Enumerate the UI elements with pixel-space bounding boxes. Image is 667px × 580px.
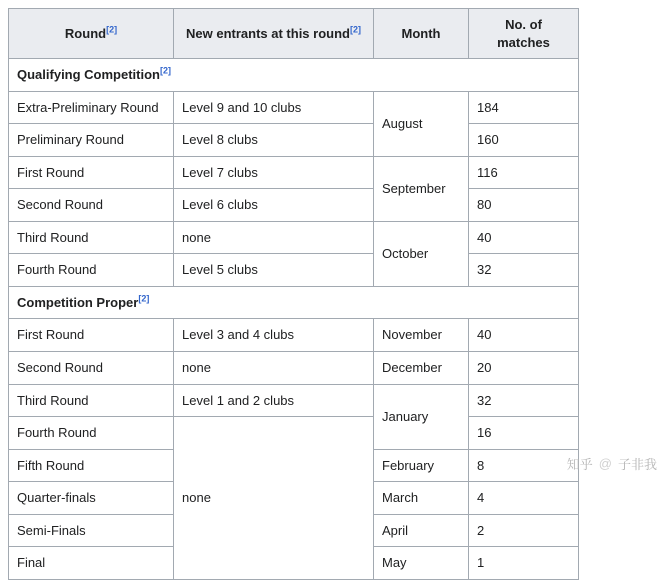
cell-entrants: Level 7 clubs — [174, 156, 374, 189]
column-header-entrants — [174, 9, 374, 59]
cell-entrants: Level 6 clubs — [174, 189, 374, 222]
cell-month: November — [374, 319, 469, 352]
column-header-month — [374, 9, 469, 59]
table-row — [9, 124, 579, 157]
table-row — [9, 221, 579, 254]
table-head — [9, 9, 579, 59]
cell-round: Fourth Round — [9, 417, 174, 450]
cell-month: April — [374, 514, 469, 547]
section-title: Qualifying Competition — [17, 67, 160, 83]
cell-matches: 160 — [469, 124, 579, 157]
table-row — [9, 254, 579, 287]
cell-round: Fifth Round — [9, 449, 174, 482]
cell-entrants: Level 8 clubs — [174, 124, 374, 157]
cell-entrants: Level 3 and 4 clubs — [174, 319, 374, 352]
cell-matches: 116 — [469, 156, 579, 189]
table-row — [9, 417, 579, 450]
table-body — [9, 59, 579, 580]
watermark — [567, 454, 657, 473]
watermark-author: 子非我 — [617, 457, 657, 472]
table-row — [9, 91, 579, 124]
section-header-row — [9, 286, 579, 319]
reference-link[interactable]: [2] — [349, 24, 361, 35]
cell-month: January — [374, 384, 469, 449]
cell-matches: 4 — [469, 482, 579, 515]
cell-round: Third Round — [9, 221, 174, 254]
section-header-proper — [9, 286, 579, 319]
section-header-qualifying — [9, 59, 579, 92]
reference-link[interactable]: [2] — [160, 65, 171, 76]
cell-round: Preliminary Round — [9, 124, 174, 157]
cell-matches: 40 — [469, 221, 579, 254]
cell-entrants: none — [174, 417, 374, 580]
cell-round: Second Round — [9, 189, 174, 222]
cell-round: Second Round — [9, 352, 174, 385]
cell-month: August — [374, 91, 469, 156]
table-row — [9, 189, 579, 222]
table-row — [9, 156, 579, 189]
cell-month: October — [374, 221, 469, 286]
table-row — [9, 319, 579, 352]
section-header-row — [9, 59, 579, 92]
cell-matches: 32 — [469, 384, 579, 417]
cell-matches: 184 — [469, 91, 579, 124]
cell-round: Final — [9, 547, 174, 580]
cell-matches: 20 — [469, 352, 579, 385]
cell-matches: 16 — [469, 417, 579, 450]
cell-entrants: Level 5 clubs — [174, 254, 374, 287]
reference-link[interactable]: [2] — [106, 24, 118, 35]
cell-matches: 1 — [469, 547, 579, 580]
cell-round: Third Round — [9, 384, 174, 417]
cell-month: February — [374, 449, 469, 482]
cell-entrants: none — [174, 221, 374, 254]
cell-matches: 80 — [469, 189, 579, 222]
cell-round: First Round — [9, 319, 174, 352]
column-header-round — [9, 9, 174, 59]
cell-round: Quarter-finals — [9, 482, 174, 515]
cell-round: First Round — [9, 156, 174, 189]
table-header-row — [9, 9, 579, 59]
fa-cup-rounds-table — [8, 8, 579, 580]
table-row — [9, 384, 579, 417]
cell-round: Fourth Round — [9, 254, 174, 287]
cell-month: September — [374, 156, 469, 221]
reference-link[interactable]: [2] — [138, 293, 150, 304]
watermark-site: 知乎 — [566, 457, 593, 472]
cell-entrants: none — [174, 352, 374, 385]
column-header-matches — [469, 9, 579, 59]
cell-round: Semi-Finals — [9, 514, 174, 547]
column-header-matches-label: No. of matches — [497, 17, 550, 50]
column-header-entrants-label: New entrants at this round — [186, 25, 350, 41]
cell-entrants: Level 9 and 10 clubs — [174, 91, 374, 124]
cell-month: May — [374, 547, 469, 580]
cell-matches: 40 — [469, 319, 579, 352]
cell-round: Extra-Preliminary Round — [9, 91, 174, 124]
cell-matches: 32 — [469, 254, 579, 287]
section-title: Competition Proper — [17, 294, 139, 310]
table-row — [9, 352, 579, 385]
watermark-separator: @ — [598, 456, 612, 471]
column-header-month-label: Month — [401, 25, 441, 41]
cell-matches: 8 — [469, 449, 579, 482]
cell-month: March — [374, 482, 469, 515]
cell-matches: 2 — [469, 514, 579, 547]
cell-month: December — [374, 352, 469, 385]
column-header-round-label: Round — [64, 25, 107, 41]
cell-entrants: Level 1 and 2 clubs — [174, 384, 374, 417]
